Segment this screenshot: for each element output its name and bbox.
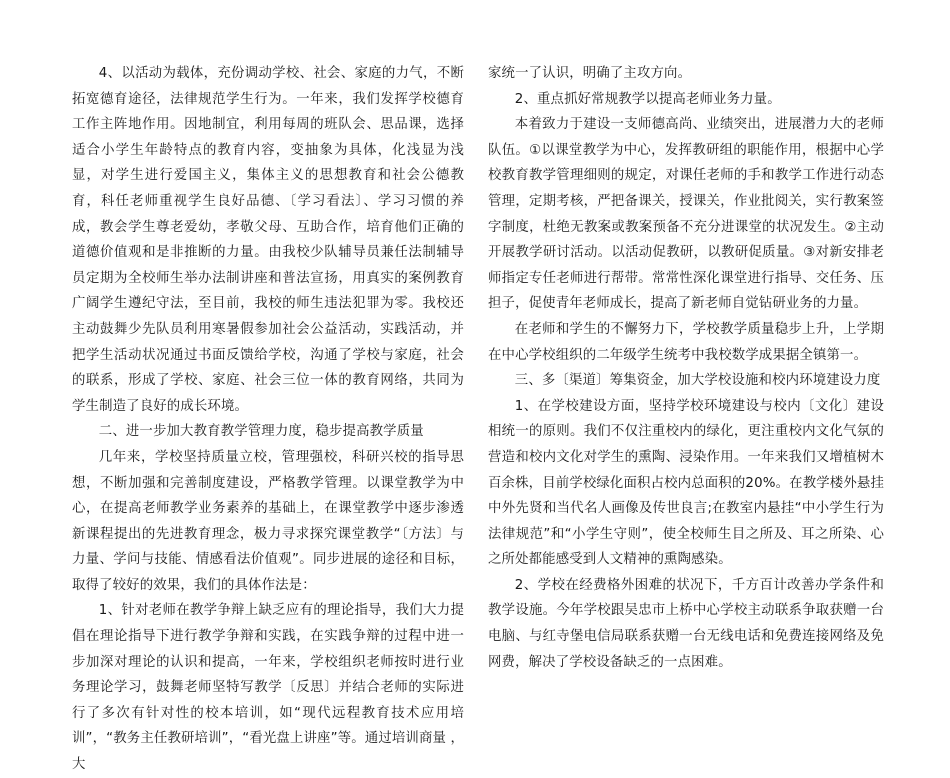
paragraph-campus-environment: 1、在学校建设方面，坚持学校环境建设与校内〔文化〕建设相统一的原则。我们不仅注重校内的绿化，更注重校内文化气氛的营造和校内文化对学生的熏陶、浸染作用。一年来我们又增植树木百余株，目前学校绿化面积占校内总面积的20%。在教学楼外悬挂中外先贤和当代名人画像及传世良言;在教室内悬挂“中小学生行为法律规范”和“小学生守则”，使全校师生目之所及、耳之所染、心之所处都能感受到人文精神的熏陶感染。 xyxy=(488,398,884,568)
paragraph-moral-education-activities: 4、以活动为载体，充份调动学校、社会、家庭的力气，不断拓宽德育途径，法律规范学生行为。一年来，我们发挥学校德育工作主阵地作用。因地制宜，利用每周的班队会、思品课，选择适合小学生年龄特点的教育内容，变抽象为具体，化浅显为浅显，对学生进行爱国主义，集体主义的思想教育和社会公德教育，科任老师重视学生良好品德、〔学习看法〕、学习习惯的养成，教会学生尊老爱幼，孝敬父母、互助合作，培育他们正确的道德价值观和是非推断的力量。由我校少队辅导员兼任法制辅导员定期为全校师生举办法制讲座和普法宣扬，用真实的案例教育广阔学生遵纪守法，至目前，我校的师生违法犯罪为零。我校还主动鼓舞少先队员利用寒暑假参加社会公益活动，实践活动，并把学生活动状况通过书面反馈给学校，沟通了学校与家庭，社会的联系，形成了学校、家庭、社会三位一体的教育网络，共同为学生制造了良好的成长环境。 xyxy=(72,66,464,414)
subheading-routine-teaching: 2、重点抓好常规教学以提高老师业务力量。 xyxy=(514,91,781,107)
right-text-column xyxy=(488,61,884,675)
paragraph-continuation: 家统一了认识，明确了主攻方向。 xyxy=(488,66,692,81)
paragraph-equipment-improvement: 2、学校在经费格外困难的状况下，千方百计改善办学条件和教学设施。今年学校跟吴忠市上桥中心学校主动联系争取获赠一台电脑、与红寺堡电信局联系获赠一台无线电话和免费连接网络及免网费，解决了学校设备缺乏的一点困难。 xyxy=(488,577,884,670)
left-text-column xyxy=(72,61,464,778)
paragraph-teacher-training: 1、针对老师在教学争辩上缺乏应有的理论指导，我们大力提倡在理论指导下进行教学争辩和实践，在实践争辩的过程中进一步加深对理论的认识和提高，一年来，学校组织老师按时进行业务理论学习，鼓舞老师坚特写教学〔反思〕并结合老师的实际进行了多次有针对性的校本培训，如“现代远程教育技术应用培训”，“教务主任教研培训”，“看光盘上讲座”等。通过培训商量 ，大 xyxy=(72,603,464,773)
section-heading-facilities-funding: 三、多〔渠道〕筹集资金，加大学校设施和校内环境建设力度 xyxy=(514,373,881,389)
paragraph-teacher-team-building: 本着致力于建设一支师德高尚、业绩突出，进展潜力大的老师队伍。①以课堂教学为中心，发挥教研组的职能作用，根据中心学校教育教学管理细则的规定，对课任老师的手和教学工作进行动态管理，定期考核，严把备课关，授课关，作业批阅关，实行教案签字制度，杜绝无教案或教案预备不充分进课堂的状况发生。②主动开展教学研讨活动。以活动促教研，以教研促质量。③对新安排老师指定专任老师进行帮带。常常性深化课堂进行指导、交任务、压担子，促使青年老师成长，提高了新老师自觉钻研业务的力量。 xyxy=(488,117,884,312)
section-heading-teaching-management: 二、进一步加大教育教学管理力度，稳步提高教学质量 xyxy=(98,424,424,440)
paragraph-teaching-quality-results: 在老师和学生的不懈努力下，学校教学质量稳步上升，上学期在中心学校组织的二年级学生统考中我校数学成果据全镇第一。 xyxy=(488,321,884,363)
paragraph-quality-management: 几年来，学校坚持质量立校，管理强校，科研兴校的指导思想，不断加强和完善制度建设，严格教学管理。以课堂教学为中心，在提高老师教学业务素养的基础上，在课堂教学中逐步渗透新课程提出的先进教育理念，极力寻求探究课堂教学“〔方法〕与力量、学问与技能、情感看法价值观”。同步进展的途径和目标，取得了较好的效果，我们的具体作法是： xyxy=(72,449,464,593)
